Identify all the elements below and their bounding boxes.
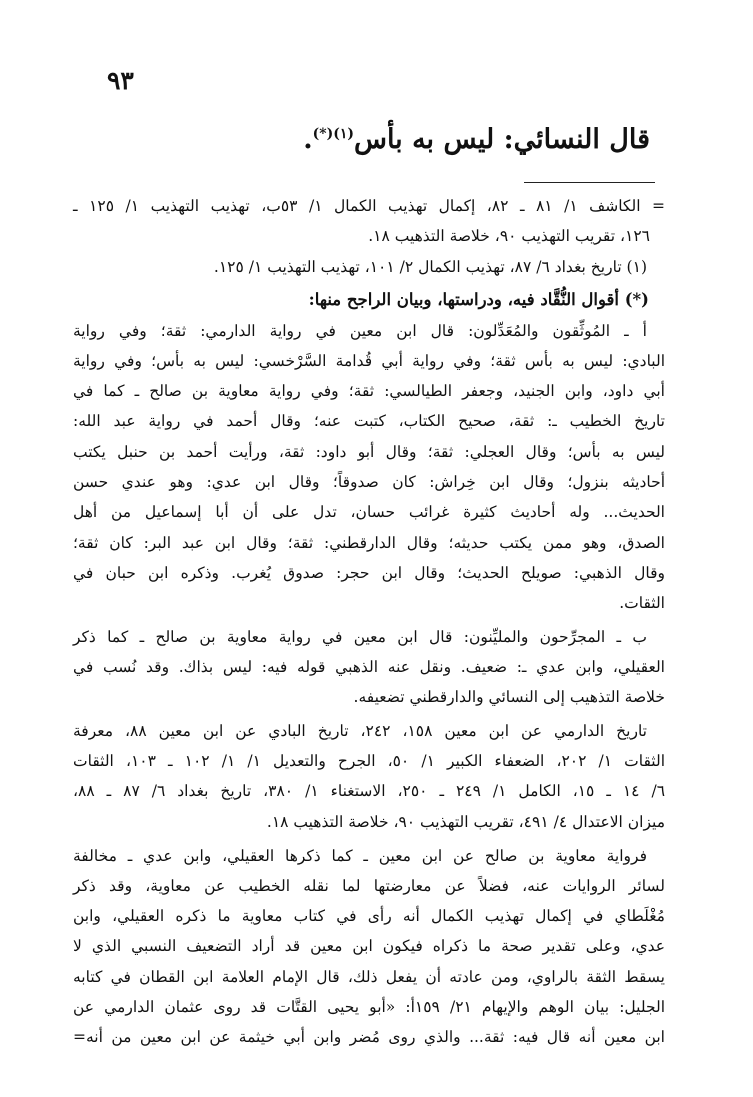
references-line: تاريخ الدارمي عن ابن معين ١٥٨، ٢٤٢، تاريخ البادي عن ابن معين ٨٨، معرفة [73, 722, 647, 740]
section-a-line: ليس به بأس؛ وقال العجلي: ثقة؛ وقال أبو داود: ثقة، ورأيت أحمد بن حنبل يكتب [73, 443, 665, 461]
section-a-line: الثقات. [619, 594, 665, 612]
discussion-line: عدي، وعلى تقدير صحة ما ذكراه فيكون ابن معين قد أراد التضعيف النسبي الذي لا [73, 937, 665, 955]
section-a-line: أبي داود، وابن الجنيد، وجعفر الطيالسي: ثقة؛ وفي رواية معاوية بن صالح ـ كما في [73, 382, 665, 400]
section-a-line: وقال الذهبي: صويلح الحديث؛ وقال ابن حجر: صدوق يُغرب. وذكره ابن حبان في [73, 564, 665, 582]
footnote-1: (١) تاريخ بغداد ٦/ ٨٧، تهذيب الكمال ٢/ ١٠١، تهذيب التهذيب ١/ ١٢٥. [213, 258, 647, 276]
continuation-line-1: = الكاشف ١/ ٨١ ـ ٨٢، إكمال تهذيب الكمال ١/ ٥٣ب، تهذيب التهذيب ١/ ١٢٥ ـ [73, 197, 666, 215]
section-a-line: الصدق، وهو ممن يكتب حديثه؛ وقال الدارقطني: ثقة؛ وقال ابن عبد البر: كان ثقة؛ [73, 534, 665, 552]
section-a-line: أ ـ المُوثِّقون والمُعَدِّلون: قال ابن معين في رواية الدارمي: ثقة؛ وفي رواية [73, 322, 647, 340]
section-a-line: البادي: ليس به بأس ثقة؛ وفي رواية أبي قُدامة السَّرْخسي: ليس به بأس؛ وفي رواية [73, 352, 665, 370]
discussion-line: مُغْلَطاي في إكمال تهذيب الكمال أنه رأى في كتاب معاوية ما ذكره العقيلي، وابن [73, 907, 665, 925]
page-number: ٩٣ [107, 66, 134, 95]
references-line: الثقات ١/ ٢٠٢، الضعفاء الكبير ١/ ٥٠، الجرح والتعديل ١/ ١/ ١٠٢ ـ ١٠٣، الثقات [73, 752, 666, 770]
discussion-line: الجليل: بيان الوهم والإيهام ٢١/ ١٥٩أ: «أبو يحيى القتَّات قد روى عثمان الدارمي عن [73, 998, 666, 1016]
heading-footnote-marks: (١)(*) [312, 126, 354, 142]
references-line: ميزان الاعتدال ٤/ ٤٩١، تقريب التهذيب ٩٠، خلاصة التذهيب ١٨. [266, 813, 665, 831]
discussion-line: ابن معين أنه قال فيه: ثقة... والذي روى مُضر وابن أبي خيثمة عن ابن معين من أنه= [73, 1028, 665, 1046]
continuation-line-2: ١٢٦، تقريب التهذيب ٩٠، خلاصة التذهيب ١٨. [368, 227, 650, 245]
section-b-line: خلاصة التذهيب إلى النسائي والدارقطني تضعيفه. [353, 688, 665, 706]
section-a-line: الحديث... وله أحاديث كثيرة غرائب حسان، تدل على أن أبا إسماعيل من أهل [73, 503, 665, 521]
section-a-line: تاريخ الخطيب ـ: ثقة، صحيح الكتاب، كتبت عنه؛ وقال أحمد في رواية عبد الله: [73, 412, 665, 430]
section-b-line: العقيلي، وابن عدي ـ: ضعيف. ونقل عنه الذهبي قوله فيه: ليس بذاك. وقد نُسب في [73, 658, 665, 676]
heading-text: قال النسائي: ليس به بأس [353, 124, 650, 155]
section-a-line: أحاديثه بنزول؛ وقال ابن خِراش: كان صدوقاً؛ وقال ابن عدي: وهو عندي حسن [73, 473, 665, 491]
page-heading [0, 124, 650, 155]
references-line: ٦/ ١٤ ـ ١٥، الكامل ١/ ٢٤٩ ـ ٢٥٠، الاستغناء ١/ ٣٨٠، تاريخ بغداد ٦/ ٨٧ ـ ٨٨، [73, 782, 666, 800]
heading-end: . [303, 124, 313, 155]
discussion-line: فرواية معاوية بن صالح عن ابن معين ـ كما ذكرها العقيلي، وابن عدي ـ مخالفة [73, 847, 647, 865]
section-b-line: ب ـ المجرِّحون والمليِّنون: قال ابن معين في رواية معاوية بن صالح ـ كما ذكر [73, 628, 647, 646]
footnote-separator [524, 182, 655, 183]
discussion-line: يسقط الثقة بالراوي، ومن عادته أن يفعل ذلك، قال الإمام العلامة ابن القطان في كتابه [73, 968, 665, 986]
critics-heading: (*) أقوال النُّقَّاد فيه، ودراستها، وبيان الراجح منها: [308, 290, 649, 309]
discussion-line: لسائر الروايات عنه، فضلاً عن معارضتها لما نقله الخطيب عن معاوية، وقد ذكر [73, 877, 665, 895]
